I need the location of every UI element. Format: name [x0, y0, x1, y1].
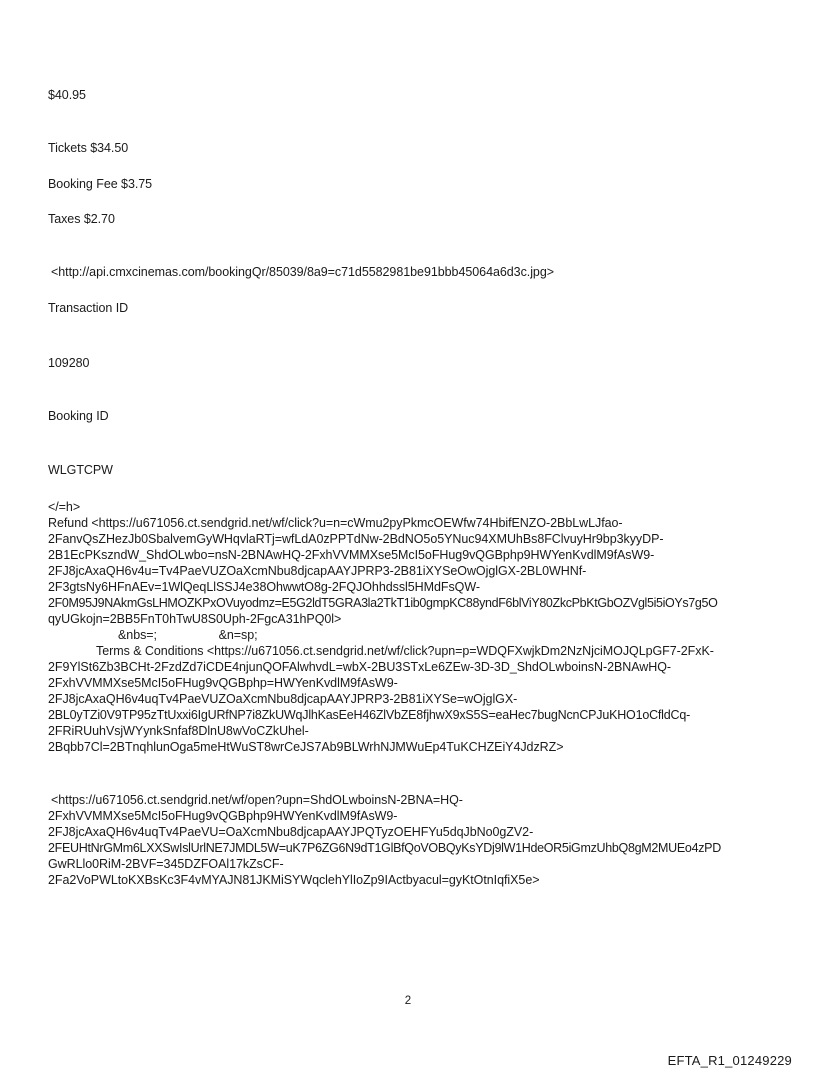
booking-id-label: Booking ID	[48, 409, 109, 423]
open-line[interactable]: <https://u671056.ct.sendgrid.net/wf/open?upn=ShdOLwboinsN-2BNA=HQ-	[51, 793, 463, 807]
open-line: 2FJ8jcAxaQH6v4uqTv4PaeVU=OaXcmNbu8djcapAAYJPQTyzOEHFYu5dqJbNo0gZV2-	[48, 825, 534, 839]
terms-line: 2F9YlSt6Zb3BCHt-2FzdZd7iCDE4njunQOFAlwhvdL=wbX-2BU3STxLe6ZEw-3D-3D_ShdOLwboinsN-2BNAwHQ-	[48, 660, 672, 674]
tickets-line: Tickets $34.50	[48, 141, 129, 155]
open-line: 2FxhVVMMXse5McI5oFHug9vQGBphp9HWYenKvdlM9fAsW9-	[48, 809, 398, 823]
terms-line: 2Bqbb7Cl=2BTnqhlunOga5meHtWuST8wrCeJS7Ab9BLWrhNJMWuEp4TuKCHZEiY4JdzRZ>	[48, 740, 564, 754]
booking-id-value: WLGTCPW	[48, 463, 113, 477]
refund-line: 2B1EcPKszndW_ShdOLwbo=nsN-2BNAwHQ-2FxhVVMMXse5McI5oFHug9vQGBphp9HWYenKvdlM9fAsW9-	[48, 548, 655, 562]
nbsp-line: &nbs=; &n=sp;	[118, 628, 258, 642]
total-amount: $40.95	[48, 88, 86, 102]
refund-line: 2F0M95J9NAkmGsLHMOZKPxOVuyodmz=E5G2ldT5GRA3la2TkT1ib0gmpKC88yndF6blViY80ZkcPbKtGbOZVgl5i5iOYs7g5O	[48, 596, 718, 610]
terms-line[interactable]: Terms & Conditions <https://u671056.ct.sendgrid.net/wf/click?upn=p=WDQFXwjkDm2NzNjciMOJQLpGF7-2FxK-	[96, 644, 714, 658]
refund-line: 2F3gtsNy6HFnAEv=1WlQeqLlSSJ4e38OhwwtO8g-2FQJOhhdssl5HMdFsQW-	[48, 580, 480, 594]
open-line: GwRLlo0RiM-2BVF=345DZFOAl17kZsCF-	[48, 857, 284, 871]
booking-fee-line: Booking Fee $3.75	[48, 177, 153, 191]
terms-line: 2BL0yTZi0V9TP95zTtUxxi6IgURfNP7i8ZkUWqJlhKasEeH46ZlVbZE8fjhwX9xS5S=eaHec7bugNcnCPJuKHO1oCfldCq-	[48, 708, 691, 722]
transaction-id-label: Transaction ID	[48, 301, 129, 315]
refund-line: 2FanvQsZHezJb0SbalvemGyWHqvlaRTj=wfLdA0zPPTdNw-2BdNO5o5YNuc94XMUhBs8FClvuyHr9bp3kyyDP-	[48, 532, 664, 546]
refund-line[interactable]: Refund <https://u671056.ct.sendgrid.net/wf/click?u=n=cWmu2pyPkmcOEWfw74HbifENZO-2BbLwLJfao-	[48, 516, 623, 530]
footer-document-id: EFTA_R1_01249229	[667, 1053, 792, 1068]
terms-line: 2FxhVVMMXse5McI5oFHug9vQGBphp=HWYenKvdlM9fAsW9-	[48, 676, 398, 690]
open-line: 2Fa2VoPWLtoKXBsKc3F4vMYAJN81JKMiSYWqclehYlIoZp9IActbyacul=gyKtOtnIqfiX5e>	[48, 873, 540, 887]
terms-line: 2FRiRUuhVsjWYynkSnfaf8DlnU8wVoCZkUhel-	[48, 724, 309, 738]
taxes-line: Taxes $2.70	[48, 212, 115, 226]
terms-line: 2FJ8jcAxaQH6v4uqTv4PaeVUZOaXcmNbu8djcapAAYJPRP3-2B81iXYSe=wOjglGX-	[48, 692, 518, 706]
qr-link[interactable]: <http://api.cmxcinemas.com/bookingQr/85039/8a9=c71d5582981be91bbb45064a6d3c.jpg>	[51, 265, 554, 279]
hr-tag: </=h>	[48, 500, 81, 514]
refund-line: 2FJ8jcAxaQH6v4u=Tv4PaeVUZOaXcmNbu8djcapAAYJPRP3-2B81iXYSeOwOjglGX-2BL0WHNf-	[48, 564, 587, 578]
refund-line: qyUGkojn=2BB5FnT0hTwU8S0Uph-2FgcA31hPQ0l>	[48, 612, 342, 626]
transaction-id-value: 109280	[48, 356, 90, 370]
open-line: 2FEUHtNrGMm6LXXSwIslUrlNE7JMDL5W=uK7P6ZG6N9dT1GlBfQoVOBQyKsYDj9lW1HdeOR5iGmzUhbQ8gM2MUEo4zPD	[48, 841, 721, 855]
page-number: 2	[404, 995, 412, 1007]
